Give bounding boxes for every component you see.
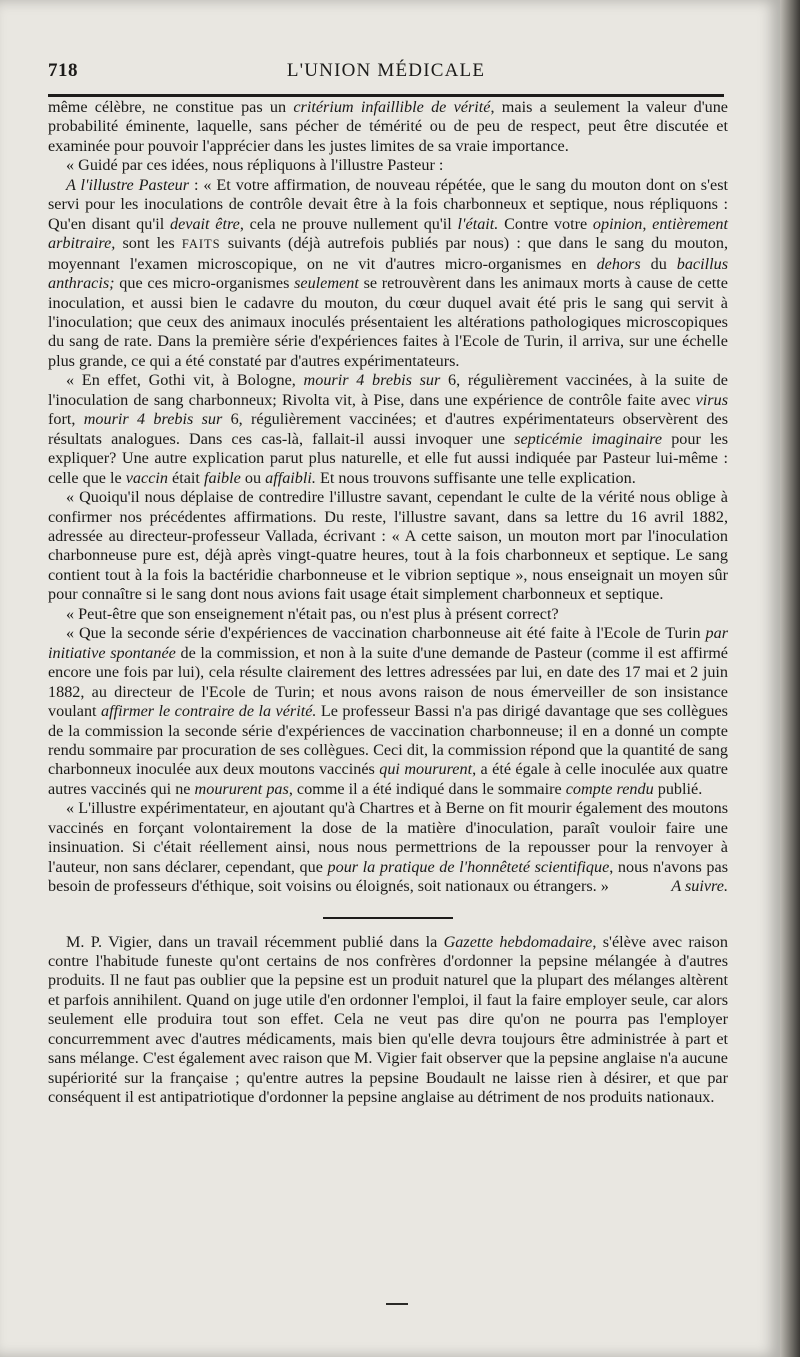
journal-title: L'UNION MÉDICALE xyxy=(286,60,486,81)
page-number: 718 xyxy=(48,60,78,81)
book-page-edge xyxy=(780,0,800,1357)
paragraph-6: « Peut-être que son enseignement n'était pas, ou n'est plus à présent correct? xyxy=(66,604,559,623)
paragraph-5: « Quoiqu'il nous déplaise de contredire l'illustre savant, cependant le culte de la vérité nous oblige à confirmer nos précédentes affirmations. Du reste, l'illustre savant, dans sa lettre du 16 avril 1882, adressée au directeur-professeur Vallada, écrivant : « A cette saison, un mouton mort par l'inoculation charbonneuse pure est, déjà après vingt-quatre heures, tout à la fois charbonneux et septique. Le sang contient tout à la fois la bactéridie charbonneuse et le vibrion septique », nous enseignait un moyen sûr pour connaître si le sang dont nous avions fait usage était simplement charbonneux et septique. xyxy=(48,488,728,604)
paragraph-3: A l'illustre Pasteur : « Et votre affirmation, de nouveau répétée, que le sang du mouton dont on s'est servi pour les inoculations de contrôle devait être à la fois charbonneux et septique, nous répliquons : Qu'en disant qu'il devait être, cela ne prouve nullement qu'il l'était. Contre votre opinion, entièrement arbitraire, sont les FAITS suivants (déjà autrefois publiés par nous) : que dans le sang du mouton, moyennant l'examen microscopique, on ne vit d'autres micro-organismes en dehors du bacillus anthracis; que ces micro-organismes seulement se retrouvèrent dans les animaux morts à cause de cette inoculation, et aussi bien le cadavre du mouton, du cœur duquel avait été pris le sang qui servit à l'inoculation; que ceux des animaux inoculés présentaient les altérations pathologiques microscopiques du sang de rate. Dans la première série d'expériences faites à l'Ecole de Turin, il arriva, sur une échelle plus grande, ce qui a été constaté par d'autres expérimentateurs. xyxy=(48,175,729,370)
header-rule xyxy=(48,94,724,97)
article-body xyxy=(48,98,728,1108)
paragraph-2: « Guidé par ces idées, nous répliquons à l'illustre Pasteur : xyxy=(66,156,444,175)
pepsine-note: M. P. Vigier, dans un travail récemment publié dans la Gazette hebdomadaire, s'élève avec raison contre l'habitude funeste qu'ont certains de nos confrères d'ordonner la pepsine mélangée à d'autres produits. Il ne faut pas oublier que la pepsine est un produit naturel que la plupart des mélanges altèrent et parfois annihilent. Quand on juge utile d'en ordonner l'emploi, il faut la faire employer seule, car alors seulement elle produira tout son effet. Cela ne veut pas dire qu'on ne pourra pas l'employer concurremment avec d'autres médicaments, mais bien qu'elle devra toujours être administrée à part et sans mélange. C'est également avec raison que M. Vigier fait observer que la pepsine anglaise n'a aucune supériorité sur la française ; qu'entre autres la pepsine Boudault ne laisse rien à désirer, et que par conséquent il est antipatriotique d'ordonner la pepsine anglaise au détriment de nos produits nationaux. xyxy=(48,932,728,1107)
to-be-continued: A suivre. xyxy=(671,877,728,896)
paragraph-8: « L'illustre expérimentateur, en ajoutant qu'à Chartres et à Berne on fit mourir également des moutons vaccinés en forçant volontairement la dose de la matière d'inoculation, paraît vouloir faire une insinuation. Si c'était réellement ainsi, nous nous permettrions de la repousser pour la renvoyer à l'auteur, non sans déclarer, cependant, que pour la pratique de l'honnêteté scientifique, nous n'avons pas besoin de professeurs d'éthique, soit voisins ou éloignés, soit nationaux ou étrangers. » A suivre. xyxy=(48,799,729,896)
running-header xyxy=(48,60,724,86)
footer-dash xyxy=(386,1303,408,1305)
section-separator xyxy=(323,917,453,919)
small-caps-word: FAITS xyxy=(181,237,221,252)
paragraph-7: « Que la seconde série d'expériences de vaccination charbonneuse ait été faite à l'Ecole de Turin par initiative spontanée de la commission, et non à la suite d'une demande de Pasteur (comme il est affirmé encore une fois par lui), cela résulte clairement des lettres adressées par lui, en date des 17 mai et 2 juin 1882, au directeur de l'Ecole de Turin; et nous avons raison de nous émerveiller de son insistance voulant affirmer le contraire de la vérité. Le professeur Bassi n'a pas dirigé davantage que ses collègues de la commission la seconde série d'expériences de vaccination charbonneuse; il en a donné un compte rendu sommaire par procuration de ses collègues. Ceci dit, la commission répond que la quantité de sang charbonneux inoculée aux deux moutons vaccinés qui moururent, a été égale à celle inoculée aux quatre autres vaccinés qui ne moururent pas, comme il a été indiqué dans le sommaire compte rendu publié. xyxy=(48,624,728,798)
paragraph-4: « En effet, Gothi vit, à Bologne, mourir 4 brebis sur 6, régulièrement vaccinées, à la suite de l'inoculation de sang charbonneux; Rivolta vit, à Pise, dans une expérience de contrôle faite avec virus fort, mourir 4 brebis sur 6, régulièrement vaccinées; et d'autres expérimentateurs observèrent des résultats analogues. Dans ces cas-là, fallait-il aussi invoquer une septicémie imaginaire pour les expliquer? Une autre explication parut plus naturelle, et elle fut aussi indiquée par Pasteur lui-même : celle que le vaccin était faible ou affaibli. Et nous trouvons suffisante une telle explication. xyxy=(48,371,728,487)
paragraph-1: même célèbre, ne constitue pas un critérium infaillible de vérité, mais a seulement la valeur d'une probabilité éminente, laquelle, sans pécher de témérité ou de peu de respect, peut être discutée et examinée pour pouvoir l'apprécier dans les justes limites de sa vraie importance. xyxy=(48,98,728,155)
